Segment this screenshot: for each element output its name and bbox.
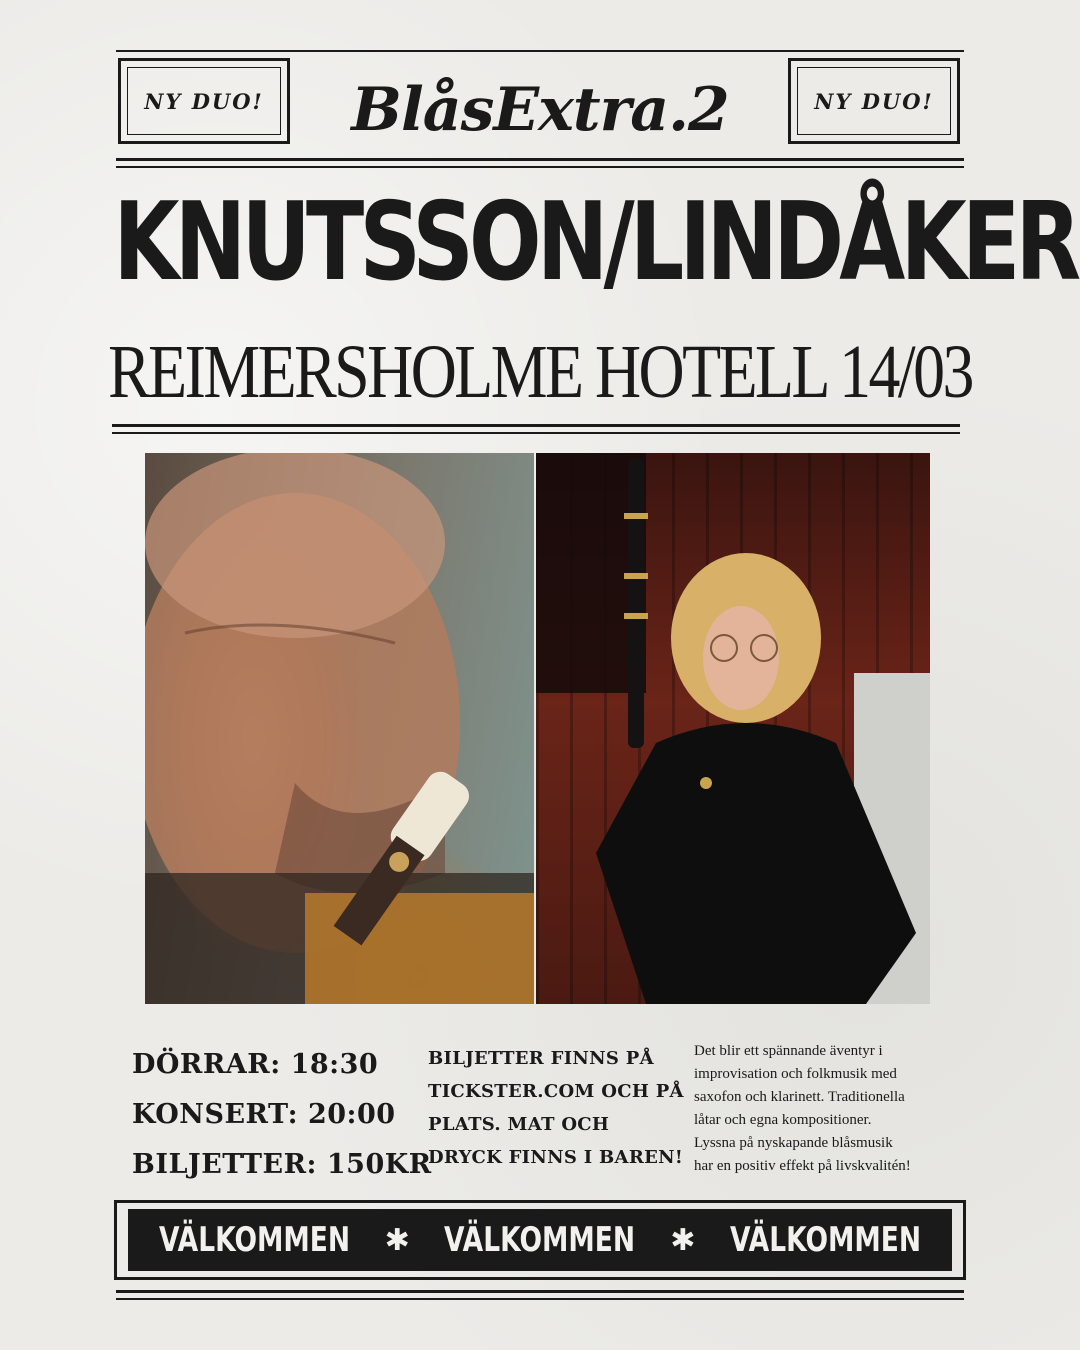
venue-date: REIMERSHOLME HOTELL 14/03 xyxy=(108,330,972,414)
clarinetist-photo xyxy=(536,453,930,1004)
doors-time: DÖRRAR: 18:30 xyxy=(132,1049,379,1080)
brand-title: BlåsExtra.2 xyxy=(351,75,729,145)
ticket-info-line: DRYCK FINNS I BAREN! xyxy=(428,1147,684,1168)
description-line: Lyssna på nyskapande blåsmusik xyxy=(694,1135,893,1151)
description-line: låtar och egna kompositioner. xyxy=(694,1112,872,1128)
ticket-info xyxy=(428,1042,688,1174)
description-line: Det blir ett spännande äventyr i xyxy=(694,1043,883,1059)
header-rule-thick xyxy=(116,158,964,161)
badge-right-label: NY DUO! xyxy=(814,88,934,114)
mid-rule-thin xyxy=(112,432,960,434)
welcome-banner xyxy=(128,1209,952,1271)
description xyxy=(694,1040,944,1178)
ticket-price: BILJETTER: 150KR xyxy=(132,1149,432,1180)
bottom-rule-thin xyxy=(116,1298,964,1300)
description-line: har en positiv effekt på livskvalitén! xyxy=(694,1158,911,1174)
badge-left-label: NY DUO! xyxy=(144,88,264,114)
asterisk-icon: ✱ xyxy=(670,1222,696,1258)
top-rule xyxy=(116,50,964,52)
badge-left xyxy=(118,58,290,144)
headline: KNUTSSON/LINDÅKER xyxy=(113,180,1077,305)
saxophonist-photo xyxy=(145,453,534,1004)
ticket-info-line: TICKSTER.COM OCH PÅ xyxy=(428,1081,684,1102)
bottom-rule-thick xyxy=(116,1290,964,1293)
banner-word: VÄLKOMMEN xyxy=(158,1220,350,1260)
clarinetist-illustration xyxy=(536,453,930,1004)
description-line: saxofon och klarinett. Traditionella xyxy=(694,1089,905,1105)
badge-right xyxy=(788,58,960,144)
banner-word: VÄLKOMMEN xyxy=(730,1220,922,1260)
saxophonist-illustration xyxy=(145,453,534,1004)
asterisk-icon: ✱ xyxy=(384,1222,410,1258)
description-line: improvisation och folkmusik med xyxy=(694,1066,897,1082)
ticket-info-line: BILJETTER FINNS PÅ xyxy=(428,1048,654,1069)
mid-rule-thick xyxy=(112,424,960,427)
ticket-info-line: PLATS. MAT OCH xyxy=(428,1114,610,1135)
banner-word: VÄLKOMMEN xyxy=(444,1220,636,1260)
schedule xyxy=(132,1040,432,1190)
concert-time: KONSERT: 20:00 xyxy=(132,1099,396,1130)
